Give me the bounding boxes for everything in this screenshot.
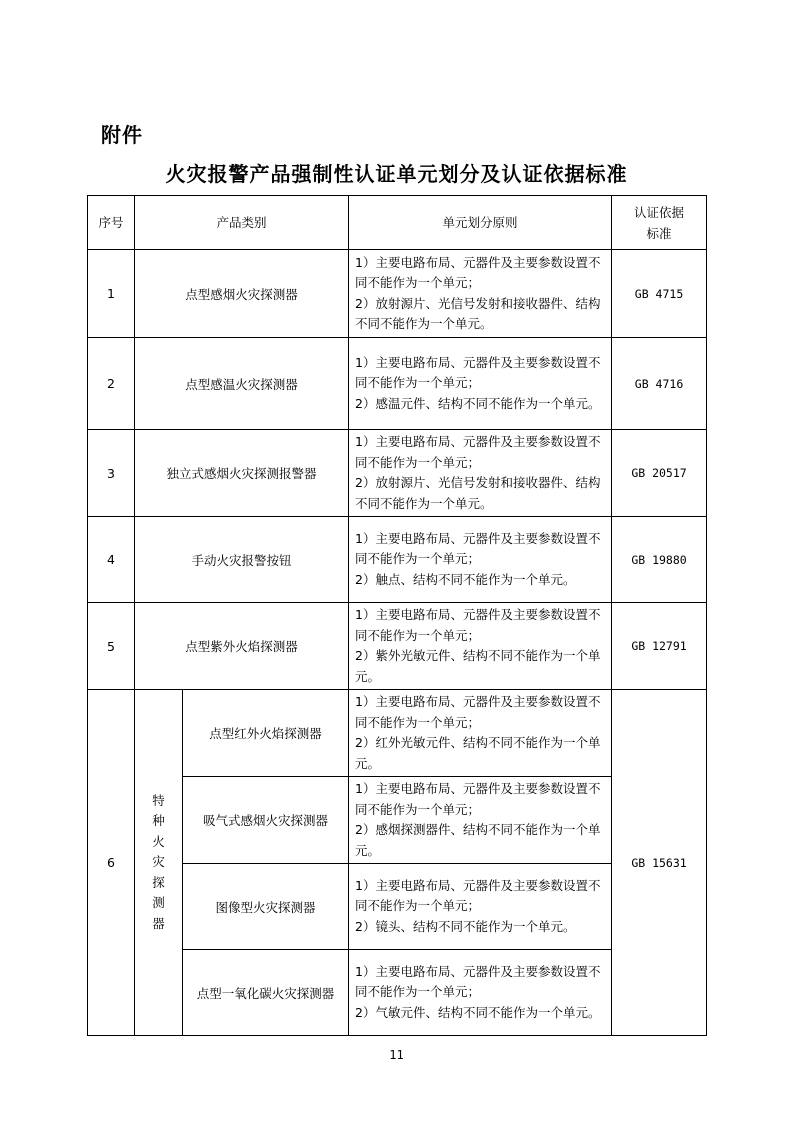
row-index: 6 [88,690,135,1036]
category-char: 火 [152,833,165,849]
row-standard: GB 20517 [612,430,707,517]
certification-table [87,195,707,1036]
row-index: 3 [88,430,135,517]
rule-line: 1）主要电路布局、元器件及主要参数设置不同不能作为一个单元； [355,254,601,290]
row-product: 点型紫外火焰探测器 [135,603,349,690]
row-standard: GB 12791 [612,603,707,690]
page-number: 11 [389,1048,404,1062]
header-standard-line1: 认证依据 [634,204,685,220]
rule-line: 2）放射源片、光信号发射和接收器件、结构不同不能作为一个单元。 [355,475,601,511]
rule-line: 1）主要电路布局、元器件及主要参数设置不同不能作为一个单元； [355,877,601,914]
rule-line: 1）主要电路布局、元器件及主要参数设置不同不能作为一个单元； [355,530,601,567]
row-rule [349,338,612,430]
category-char: 特 [152,792,165,808]
row-product: 图像型火灾探测器 [183,864,349,950]
row-rule [349,777,612,864]
table-row [88,690,707,777]
rule-line: 1）主要电路布局、元器件及主要参数设置不同不能作为一个单元； [355,607,601,643]
header-rule: 单元划分原则 [349,196,612,250]
rule-line: 2）紫外光敏元件、结构不同不能作为一个单元。 [355,648,601,684]
row-rule [349,690,612,777]
table-row [88,603,707,690]
rule-line: 2）气敏元件、结构不同不能作为一个单元。 [355,1004,601,1020]
row-standard: GB 4715 [612,250,707,338]
row-standard: GB 4716 [612,338,707,430]
table-row [88,430,707,517]
row-product: 点型一氧化碳火灾探测器 [183,950,349,1036]
rule-line: 1）主要电路布局、元器件及主要参数设置不同不能作为一个单元； [355,781,601,817]
rule-line: 2）感烟探测器件、结构不同不能作为一个单元。 [355,822,601,858]
row-product: 点型感烟火灾探测器 [135,250,349,338]
table-row [88,250,707,338]
row-rule [349,250,612,338]
row-rule [349,864,612,950]
rule-line: 1）主要电路布局、元器件及主要参数设置不同不能作为一个单元； [355,434,601,470]
attachment-label: 附件 [101,123,143,147]
document-title: 火灾报警产品强制性认证单元划分及认证依据标准 [165,162,628,186]
row-product: 独立式感烟火灾探测报警器 [135,430,349,517]
category-char: 种 [152,813,165,829]
rule-line: 2）镜头、结构不同不能作为一个单元。 [355,918,576,934]
category-char: 灾 [152,854,165,870]
row-product: 手动火灾报警按钮 [135,517,349,603]
category-char: 探 [152,874,165,890]
rule-line: 1）主要电路布局、元器件及主要参数设置不同不能作为一个单元； [355,354,601,391]
rule-line: 2）感温元件、结构不同不能作为一个单元。 [355,395,601,411]
row-standard: GB 15631 [612,690,707,1036]
rule-line: 2）红外光敏元件、结构不同不能作为一个单元。 [355,735,601,771]
rule-line: 1）主要电路布局、元器件及主要参数设置不同不能作为一个单元； [355,963,601,1000]
row-standard: GB 19880 [612,517,707,603]
row-index: 5 [88,603,135,690]
row-index: 2 [88,338,135,430]
row-rule [349,430,612,517]
row-rule [349,950,612,1036]
rule-line: 2）放射源片、光信号发射和接收器件、结构不同不能作为一个单元。 [355,295,601,331]
row-product: 点型红外火焰探测器 [183,690,349,777]
category-char: 器 [152,915,165,931]
table-row [88,338,707,430]
row-product: 吸气式感烟火灾探测器 [183,777,349,864]
table-row [88,517,707,603]
row-index: 4 [88,517,135,603]
row-rule [349,603,612,690]
row-index: 1 [88,250,135,338]
table-header-row [88,196,707,250]
category-char: 测 [152,895,165,911]
header-standard-line2: 标准 [646,225,672,241]
rule-line: 2）触点、结构不同不能作为一个单元。 [355,571,576,587]
header-category: 产品类别 [135,196,349,250]
row-rule [349,517,612,603]
header-index: 序号 [88,196,135,250]
row-product: 点型感温火灾探测器 [135,338,349,430]
special-category [135,690,183,1036]
rule-line: 1）主要电路布局、元器件及主要参数设置不同不能作为一个单元； [355,694,601,730]
header-standard [612,196,707,250]
